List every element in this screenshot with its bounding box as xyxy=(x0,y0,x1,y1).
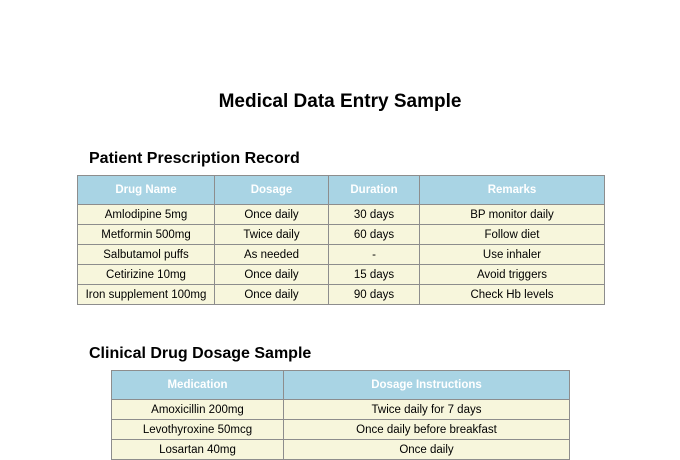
table-row xyxy=(78,285,605,305)
table-row xyxy=(112,420,570,440)
cell-dosage: Once daily xyxy=(215,285,329,305)
prescription-table xyxy=(77,175,605,305)
cell-remarks: Follow diet xyxy=(420,225,605,245)
column-header-duration: Duration xyxy=(329,176,420,205)
cell-dosage-instructions: Once daily xyxy=(284,440,570,460)
cell-drug-name: Amlodipine 5mg xyxy=(78,205,215,225)
cell-duration: 30 days xyxy=(329,205,420,225)
table-row xyxy=(78,205,605,225)
cell-remarks: Use inhaler xyxy=(420,245,605,265)
table-row xyxy=(112,440,570,460)
cell-dosage: As needed xyxy=(215,245,329,265)
cell-remarks: Avoid triggers xyxy=(420,265,605,285)
column-header-dosage-instructions: Dosage Instructions xyxy=(284,371,570,400)
cell-dosage-instructions: Once daily before breakfast xyxy=(284,420,570,440)
cell-medication: Amoxicillin 200mg xyxy=(112,400,284,420)
table-row xyxy=(112,400,570,420)
dosage-table xyxy=(111,370,570,460)
cell-duration: 15 days xyxy=(329,265,420,285)
cell-remarks: Check Hb levels xyxy=(420,285,605,305)
cell-medication: Levothyroxine 50mcg xyxy=(112,420,284,440)
cell-medication: Losartan 40mg xyxy=(112,440,284,460)
table-row xyxy=(78,225,605,245)
table-row xyxy=(78,265,605,285)
cell-duration: 90 days xyxy=(329,285,420,305)
document-title: Medical Data Entry Sample xyxy=(218,91,462,112)
table-header-row xyxy=(112,371,570,400)
cell-dosage: Once daily xyxy=(215,265,329,285)
cell-duration: - xyxy=(329,245,420,265)
column-header-drug-name: Drug Name xyxy=(78,176,215,205)
cell-dosage: Twice daily xyxy=(215,225,329,245)
cell-drug-name: Metformin 500mg xyxy=(78,225,215,245)
dosage-section-heading: Clinical Drug Dosage Sample xyxy=(89,345,312,362)
cell-drug-name: Iron supplement 100mg xyxy=(78,285,215,305)
cell-remarks: BP monitor daily xyxy=(420,205,605,225)
cell-dosage: Once daily xyxy=(215,205,329,225)
cell-duration: 60 days xyxy=(329,225,420,245)
cell-drug-name: Cetirizine 10mg xyxy=(78,265,215,285)
prescription-section-heading: Patient Prescription Record xyxy=(89,150,300,167)
column-header-dosage: Dosage xyxy=(215,176,329,205)
column-header-medication: Medication xyxy=(112,371,284,400)
table-row xyxy=(78,245,605,265)
table-header-row xyxy=(78,176,605,205)
cell-drug-name: Salbutamol puffs xyxy=(78,245,215,265)
cell-dosage-instructions: Twice daily for 7 days xyxy=(284,400,570,420)
column-header-remarks: Remarks xyxy=(420,176,605,205)
